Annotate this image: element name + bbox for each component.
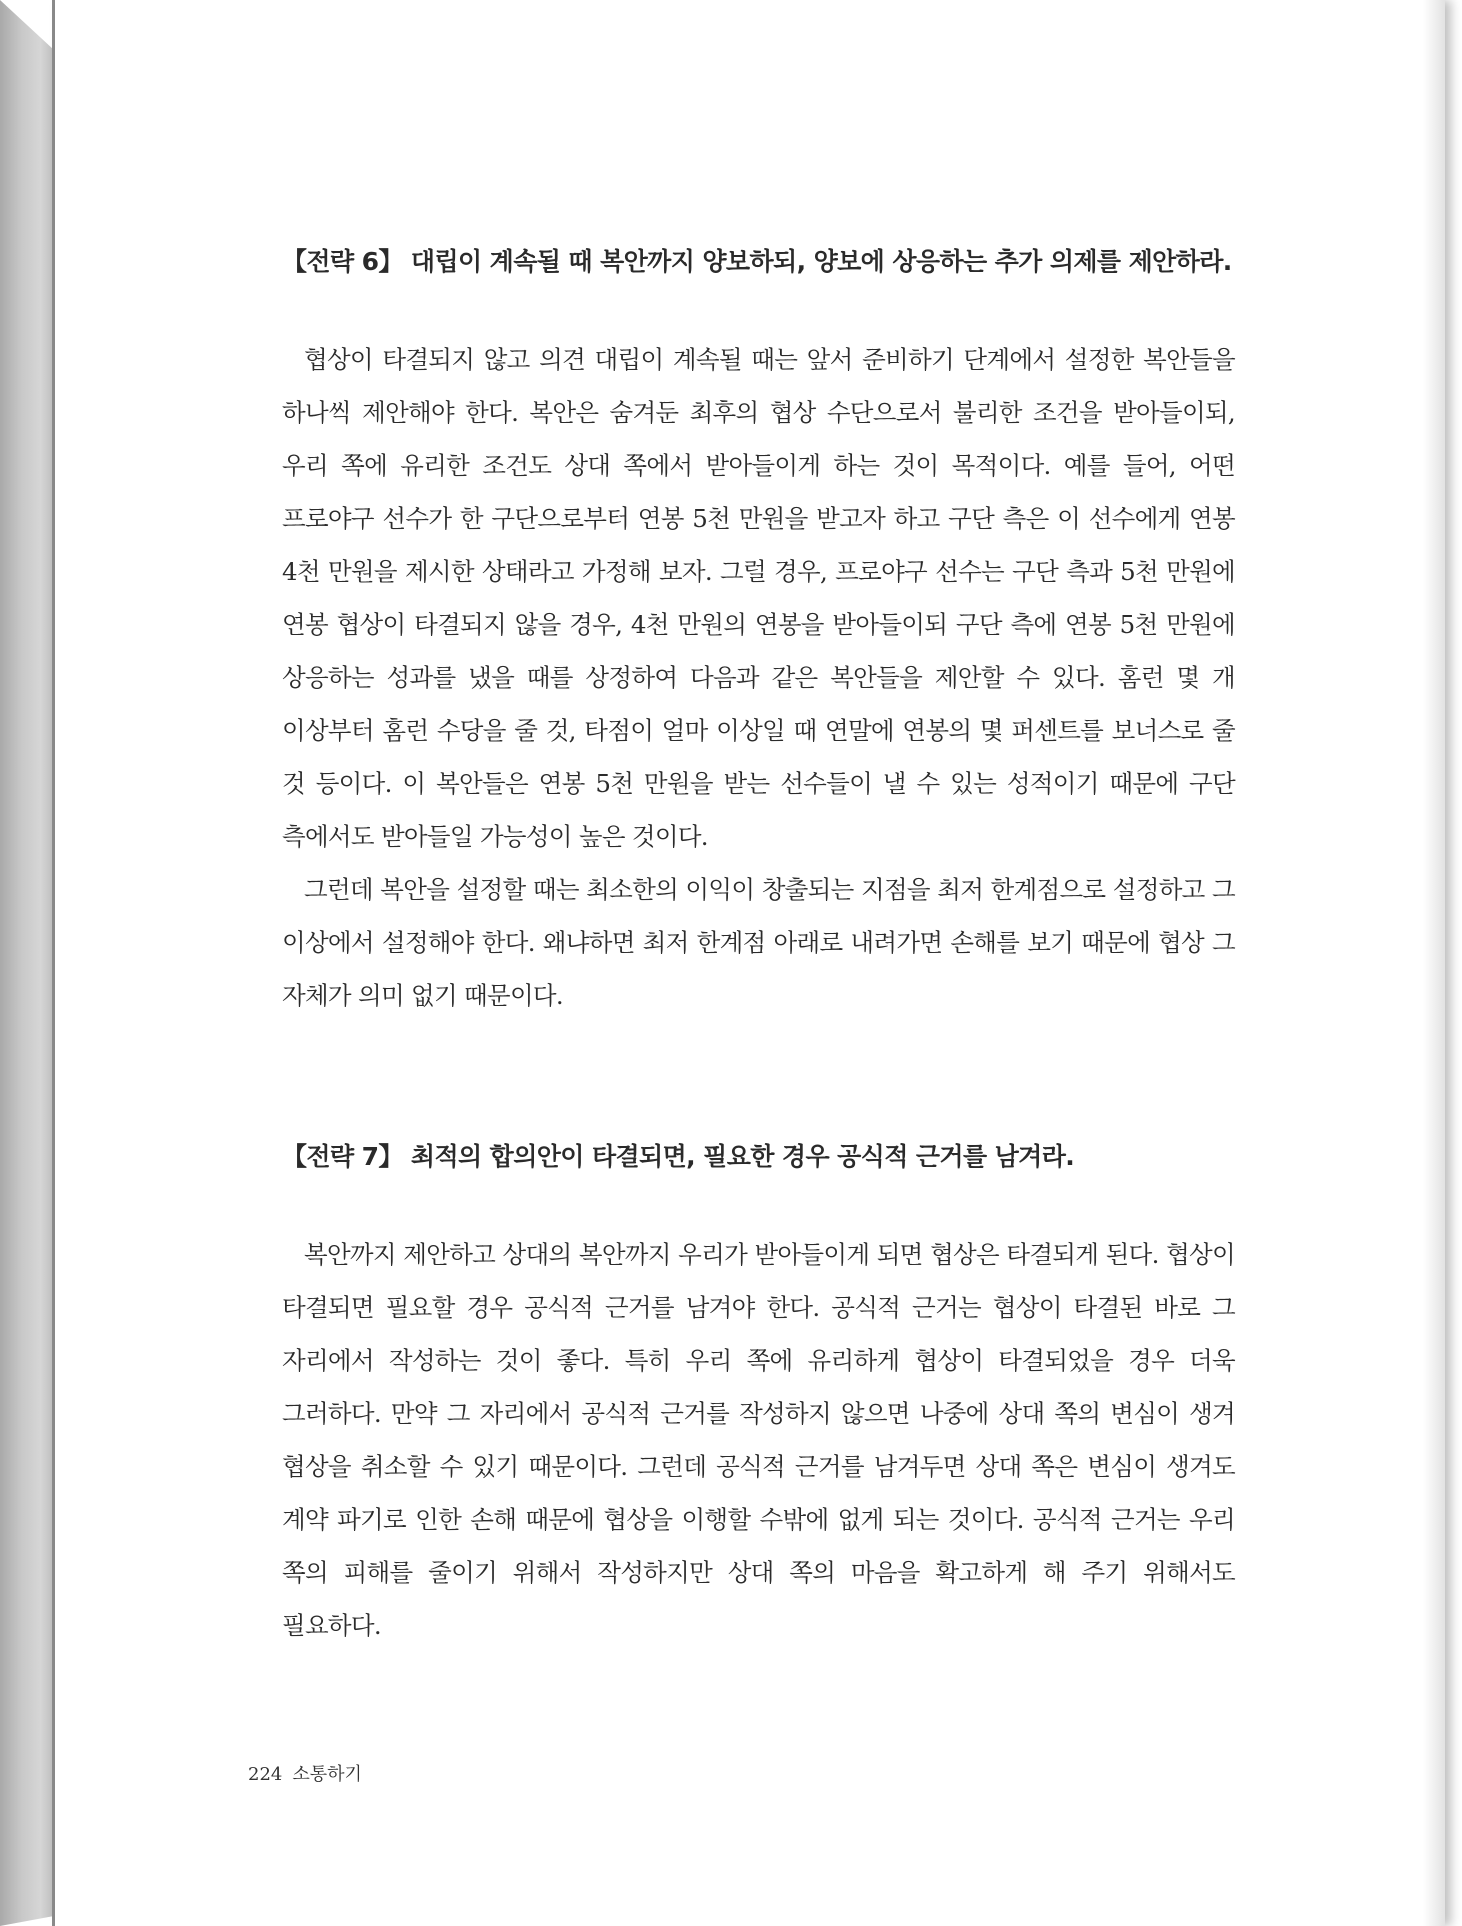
paragraph-strategy-7-1: 복안까지 제안하고 상대의 복안까지 우리가 받아들이게 되면 협상은 타결되게 된다. 협상이 타결되면 필요할 경우 공식적 근거를 남겨야 한다. 공식적 근거는 협상이 타결된 바로 그 자리에서 작성하는 것이 좋다. 특히 우리 쪽에 유리하게 협상이 타결되었을 경우 더욱 그러하다. 만약 그 자리에서 공식적 근거를 작성하지 않으면 나중에 상대 쪽의 변심이 생겨 협상을 취소할 수 있기 때문이다. 그런데 공식적 근거를 남겨두면 상대 쪽은 변심이 생겨도 계약 파기로 인한 손해 때문에 협상을 이행할 수밖에 없게 되는 것이다. 공식적 근거는 우리 쪽의 피해를 줄이기 위해서 작성하지만 상대 쪽의 마음을 확고하게 해 주기 위해서도 필요하다. (282, 1240, 1235, 1640)
section-heading-strategy-6: 【전략 6】 대립이 계속될 때 복안까지 양보하되, 양보에 상응하는 추가 의제를 제안하라. (282, 247, 1232, 276)
page-footer (248, 1760, 362, 1786)
page-edge-shadow (1423, 0, 1445, 1926)
paragraph-strategy-6-1: 협상이 타결되지 않고 의견 대립이 계속될 때는 앞서 준비하기 단계에서 설정한 복안들을 하나씩 제안해야 한다. 복안은 숨겨둔 최후의 협상 수단으로서 불리한 조건을 받아들이되, 우리 쪽에 유리한 조건도 상대 쪽에서 받아들이게 하는 것이 목적이다. 예를 들어, 어떤 프로야구 선수가 한 구단으로부터 연봉 5천 만원을 받고자 하고 구단 측은 이 선수에게 연봉 4천 만원을 제시한 상태라고 가정해 보자. 그럴 경우, 프로야구 선수는 구단 측과 5천 만원에 연봉 협상이 타결되지 않을 경우, 4천 만원의 연봉을 받아들이되 구단 측에 연봉 5천 만원에 상응하는 성과를 냈을 때를 상정하여 다음과 같은 복안들을 제안할 수 있다. 홈런 몇 개 이상부터 홈런 수당을 줄 것, 타점이 얼마 이상일 때 연말에 연봉의 몇 퍼센트를 보너스로 줄 것 등이다. 이 복안들은 연봉 5천 만원을 받는 선수들이 낼 수 있는 성적이기 때문에 구단 측에서도 받아들일 가능성이 높은 것이다. (282, 345, 1235, 851)
paragraph-strategy-6-2: 그런데 복안을 설정할 때는 최소한의 이익이 창출되는 지점을 최저 한계점으로 설정하고 그 이상에서 설정해야 한다. 왜냐하면 최저 한계점 아래로 내려가면 손해를 보기 때문에 협상 그 자체가 의미 없기 때문이다. (282, 875, 1235, 1010)
section-heading-strategy-7: 【전략 7】 최적의 합의안이 타결되면, 필요한 경우 공식적 근거를 남겨라. (282, 1142, 1075, 1171)
chapter-name: 소통하기 (292, 1764, 362, 1785)
page-number: 224 (248, 1764, 283, 1785)
book-spine (0, 0, 54, 1926)
